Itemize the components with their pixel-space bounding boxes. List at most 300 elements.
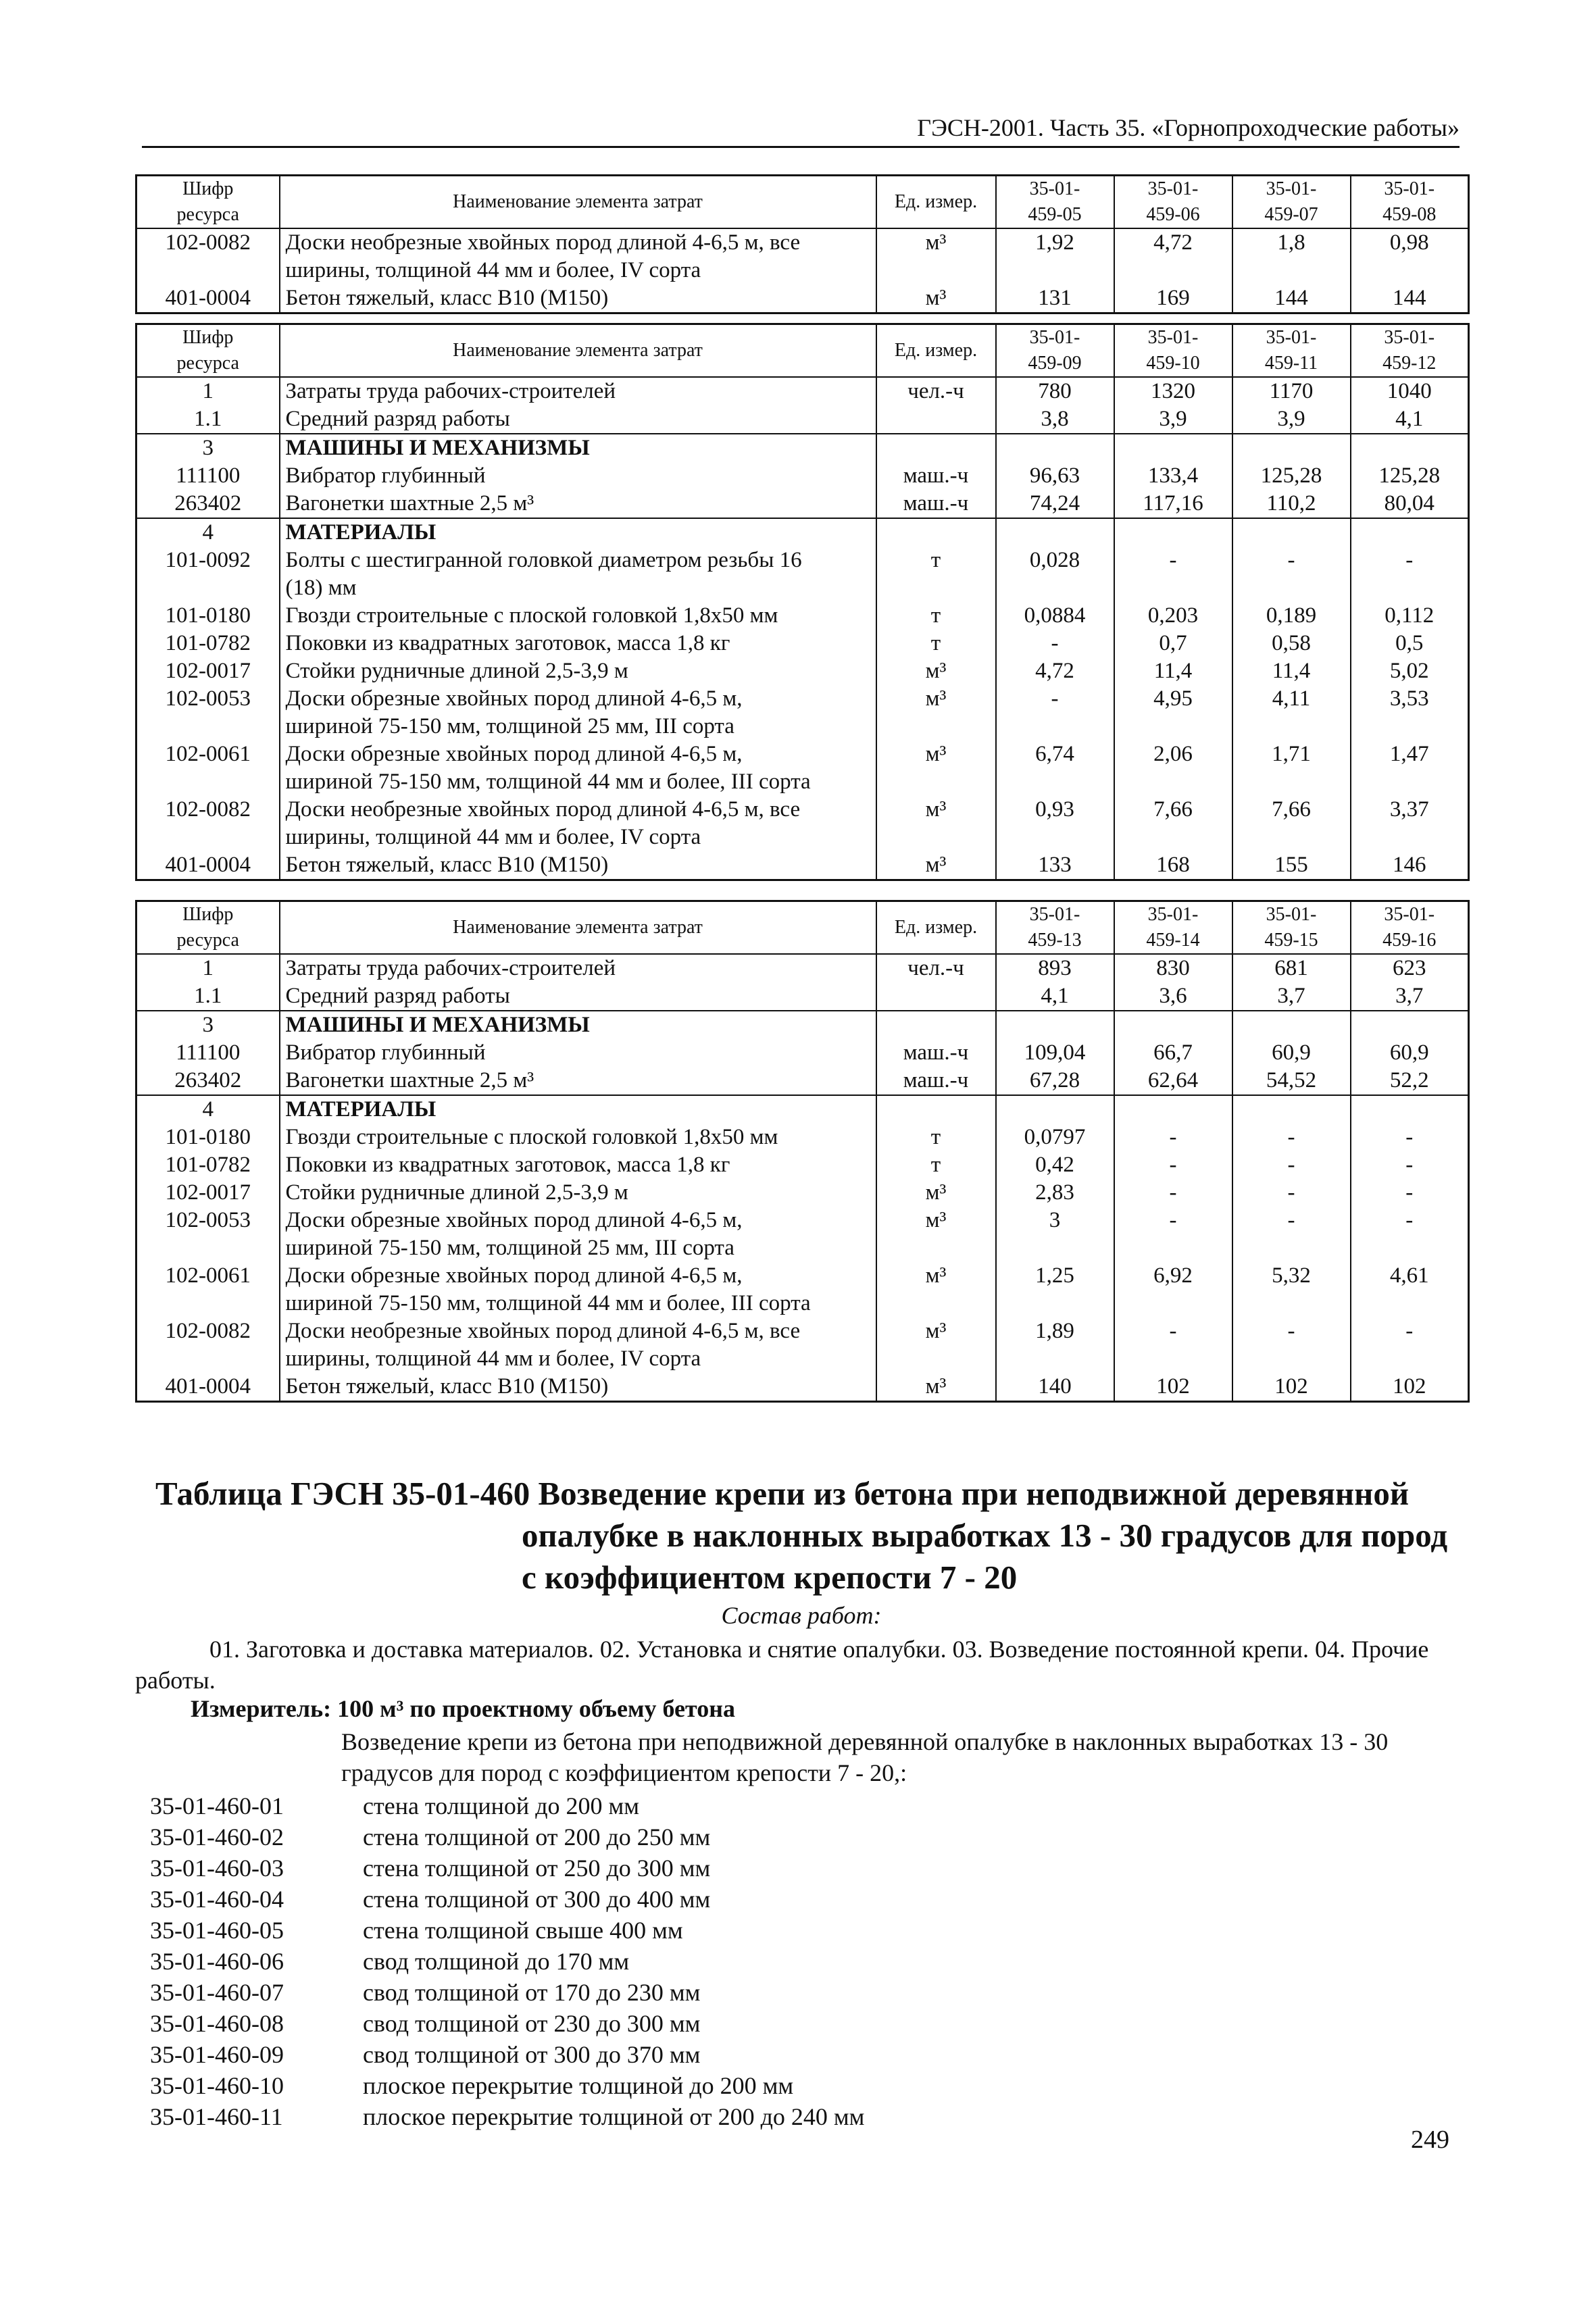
value-cell: - (1232, 1317, 1351, 1373)
section-title-line-3: с коэффициентом крепости 7 - 20 (522, 1559, 1018, 1596)
header-unit: Ед. измер. (876, 901, 996, 955)
value-cell: - (1232, 1179, 1351, 1207)
value-cell: - (1114, 1207, 1232, 1262)
list-item (150, 1915, 864, 1946)
resource-name (280, 1262, 876, 1317)
resource-name-line: шириной 75-150 мм, толщиной 44 мм и более, III сорта (285, 1291, 811, 1315)
unit-cell: т (876, 1124, 996, 1151)
meter-line: Измеритель: 100 м³ по проектному объему бетона (191, 1695, 735, 1722)
norm-text: стена толщиной от 200 до 250 мм (363, 1823, 711, 1851)
resource-name-line: Доски необрезные хвойных пород длиной 4-6,5 м, все (285, 797, 801, 822)
norm-code: 35-01-460-01 (150, 1792, 284, 1819)
value-cell: 4,61 (1351, 1262, 1469, 1317)
value-cell: 144 (1351, 284, 1469, 313)
resource-code: 263402 (136, 490, 280, 518)
norm-text: стена толщиной от 300 до 400 мм (363, 1886, 711, 1913)
value-cell: 5,32 (1232, 1262, 1351, 1317)
header-name: Наименование элемента затрат (280, 176, 876, 229)
table-row (136, 1095, 1469, 1124)
resource-name-line: шириной 75-150 мм, толщиной 25 мм, III сорта (285, 1236, 734, 1260)
value-cell: - (1114, 1179, 1232, 1207)
value-cell: - (1351, 1124, 1469, 1151)
value-cell: 54,52 (1232, 1067, 1351, 1095)
norm-text: стена толщиной от 250 до 300 мм (363, 1855, 711, 1882)
table-row (136, 1067, 1469, 1095)
resource-name (280, 1317, 876, 1373)
value-cell: 1,71 (1232, 740, 1351, 796)
value-cell: 52,2 (1351, 1067, 1469, 1095)
section-title (155, 1473, 1460, 1599)
header-norm-code-line: 35-01- (1147, 178, 1199, 199)
resource-table-459-05-08 (135, 174, 1470, 314)
resource-code: 101-0782 (136, 1151, 280, 1179)
resource-name-line: Затраты труда рабочих-строителей (285, 956, 616, 980)
header-code-line: ресурса (176, 353, 239, 374)
value-cell (1114, 518, 1232, 547)
value-cell (1114, 1011, 1232, 1039)
value-cell: 830 (1114, 954, 1232, 982)
value-cell: 96,63 (996, 462, 1114, 490)
table-row (136, 630, 1469, 657)
value-cell: 1,92 (996, 228, 1114, 284)
value-cell: - (1114, 547, 1232, 602)
header-name: Наименование элемента затрат (280, 901, 876, 955)
value-cell: 169 (1114, 284, 1232, 313)
header-norm-code-line: 459-07 (1264, 204, 1318, 225)
resource-code: 1 (136, 954, 280, 982)
value-cell: - (1351, 1207, 1469, 1262)
value-cell (996, 434, 1114, 462)
value-cell: 125,28 (1351, 462, 1469, 490)
unit-cell (876, 1011, 996, 1039)
resource-code: 4 (136, 518, 280, 547)
value-cell: 780 (996, 377, 1114, 405)
table-row (136, 490, 1469, 518)
value-cell (1351, 1011, 1469, 1039)
header-norm-code (996, 324, 1114, 378)
resource-name (280, 1067, 876, 1095)
list-item (150, 1884, 864, 1915)
resource-code: 1 (136, 377, 280, 405)
header-code-line: Шифр (182, 178, 234, 199)
resource-name-line: шириной 75-150 мм, толщиной 25 мм, III сорта (285, 714, 734, 738)
value-cell: 4,72 (1114, 228, 1232, 284)
composition-label: Состав работ: (721, 1602, 882, 1629)
value-cell: 168 (1114, 851, 1232, 880)
value-cell: - (1114, 1124, 1232, 1151)
value-cell: 0,58 (1232, 630, 1351, 657)
resource-name-line: Доски обрезные хвойных пород длиной 4-6,5 м, (285, 686, 743, 711)
value-cell: 1,89 (996, 1317, 1114, 1373)
unit-cell: м³ (876, 1179, 996, 1207)
unit-cell: м³ (876, 1373, 996, 1402)
resource-code: 101-0092 (136, 547, 280, 602)
value-cell: - (1351, 1317, 1469, 1373)
resource-name-line: Вагонетки шахтные 2,5 м³ (285, 1068, 534, 1092)
value-cell: - (1114, 1151, 1232, 1179)
value-cell: 155 (1232, 851, 1351, 880)
value-cell: 0,93 (996, 796, 1114, 851)
header-norm-code-line: 459-14 (1146, 930, 1200, 951)
resource-name (280, 1011, 876, 1039)
header-norm-code-line: 35-01- (1029, 904, 1080, 925)
resource-code: 102-0017 (136, 1179, 280, 1207)
norm-text: свод толщиной от 230 до 300 мм (363, 2010, 701, 2037)
resource-code: 102-0082 (136, 228, 280, 284)
resource-name (280, 377, 876, 405)
resource-name-line: Средний разряд работы (285, 984, 510, 1008)
value-cell: 4,1 (996, 982, 1114, 1011)
resource-name-line: Вибратор глубинный (285, 463, 486, 488)
value-cell: 2,83 (996, 1179, 1114, 1207)
list-item (150, 2008, 864, 2039)
resource-name-line: шириной 75-150 мм, толщиной 44 мм и более, III сорта (285, 770, 811, 794)
header-norm-code (1232, 901, 1351, 955)
value-cell: 893 (996, 954, 1114, 982)
value-cell: 7,66 (1114, 796, 1232, 851)
unit-cell: маш.-ч (876, 462, 996, 490)
table-row (136, 1179, 1469, 1207)
table-row (136, 1151, 1469, 1179)
resource-name-line: ширины, толщиной 44 мм и более, IV сорта (285, 1347, 701, 1371)
header-norm-code-line: 35-01- (1147, 904, 1199, 925)
header-norm-code-line: 35-01- (1384, 178, 1435, 199)
unit-cell: чел.-ч (876, 954, 996, 982)
norm-text: свод толщиной от 300 до 370 мм (363, 2041, 701, 2068)
header-norm-code (1351, 901, 1469, 955)
header-norm-code (996, 901, 1114, 955)
header-code-line: ресурса (176, 930, 239, 951)
table-row (136, 434, 1469, 462)
norm-code: 35-01-460-09 (150, 2041, 284, 2068)
value-cell (1232, 1095, 1351, 1124)
resource-name (280, 1373, 876, 1402)
value-cell: 3,8 (996, 405, 1114, 434)
header-code-line: Шифр (182, 904, 234, 925)
resource-code: 111100 (136, 462, 280, 490)
resource-name-line: МАТЕРИАЛЫ (285, 520, 437, 545)
table-row (136, 954, 1469, 982)
value-cell (1232, 1011, 1351, 1039)
value-cell: 125,28 (1232, 462, 1351, 490)
value-cell: - (1232, 1124, 1351, 1151)
value-cell: 3,53 (1351, 685, 1469, 740)
norm-code: 35-01-460-05 (150, 1917, 284, 1944)
value-cell (1351, 518, 1469, 547)
norm-code: 35-01-460-08 (150, 2010, 284, 2037)
resource-name-line: (18) мм (285, 576, 357, 600)
table-row (136, 1039, 1469, 1067)
section-title-line-2: опалубке в наклонных выработках 13 - 30 градусов для пород (522, 1517, 1448, 1554)
resource-name (280, 1179, 876, 1207)
table-row (136, 602, 1469, 630)
list-item (150, 2039, 864, 2070)
resource-name-line: Доски обрезные хвойных пород длиной 4-6,5 м, (285, 1263, 743, 1288)
value-cell: 3,6 (1114, 982, 1232, 1011)
norm-code: 35-01-460-07 (150, 1979, 284, 2006)
table-row (136, 796, 1469, 851)
resource-name (280, 490, 876, 518)
value-cell: 681 (1232, 954, 1351, 982)
resource-name (280, 1207, 876, 1262)
resource-code: 3 (136, 1011, 280, 1039)
value-cell: 5,02 (1351, 657, 1469, 685)
list-item (150, 1946, 864, 1977)
norm-code: 35-01-460-02 (150, 1823, 284, 1851)
resource-name (280, 462, 876, 490)
value-cell (996, 518, 1114, 547)
table-row (136, 1317, 1469, 1373)
value-cell (996, 1011, 1114, 1039)
value-cell: 11,4 (1114, 657, 1232, 685)
value-cell: 144 (1232, 284, 1351, 313)
value-cell: 0,42 (996, 1151, 1114, 1179)
value-cell: 0,5 (1351, 630, 1469, 657)
header-norm-code (1114, 324, 1232, 378)
table-row (136, 228, 1469, 284)
table-row (136, 405, 1469, 434)
resource-name-line: ширины, толщиной 44 мм и более, IV сорта (285, 258, 701, 282)
resource-name (280, 630, 876, 657)
value-cell: - (1351, 547, 1469, 602)
resource-code: 101-0180 (136, 602, 280, 630)
value-cell: 3 (996, 1207, 1114, 1262)
unit-cell (876, 982, 996, 1011)
value-cell: - (1232, 1207, 1351, 1262)
table-row (136, 1373, 1469, 1402)
value-cell: - (1351, 1151, 1469, 1179)
value-cell: 3,9 (1114, 405, 1232, 434)
value-cell: 1,8 (1232, 228, 1351, 284)
header-norm-code-line: 35-01- (1029, 327, 1080, 348)
header-norm-code (1232, 176, 1351, 229)
resource-name (280, 982, 876, 1011)
unit-cell: м³ (876, 685, 996, 740)
page-number: 249 (1411, 2126, 1449, 2154)
resource-name-line: Доски обрезные хвойных пород длиной 4-6,5 м, (285, 1208, 743, 1232)
value-cell: - (1232, 1151, 1351, 1179)
unit-cell: чел.-ч (876, 377, 996, 405)
value-cell: - (1351, 1179, 1469, 1207)
table-row (136, 377, 1469, 405)
header-norm-code-line: 35-01- (1384, 327, 1435, 348)
value-cell: 0,7 (1114, 630, 1232, 657)
resource-name (280, 954, 876, 982)
resource-name-line: Доски обрезные хвойных пород длиной 4-6,5 м, (285, 742, 743, 766)
unit-cell: м³ (876, 1317, 996, 1373)
table-row (136, 547, 1469, 602)
unit-cell: м³ (876, 1262, 996, 1317)
value-cell: 1170 (1232, 377, 1351, 405)
header-norm-code (1114, 176, 1232, 229)
table-row (136, 851, 1469, 880)
value-cell: 1,25 (996, 1262, 1114, 1317)
value-cell: 102 (1232, 1373, 1351, 1402)
norm-code: 35-01-460-10 (150, 2072, 284, 2099)
resource-name (280, 434, 876, 462)
value-cell: 6,92 (1114, 1262, 1232, 1317)
resource-name-line: Болты с шестигранной головкой диаметром резьбы 16 (285, 548, 802, 572)
header-norm-code-line: 459-16 (1382, 930, 1437, 951)
header-code-line: ресурса (176, 204, 239, 225)
norm-text: свод толщиной до 170 мм (363, 1948, 630, 1975)
resource-code: 1.1 (136, 982, 280, 1011)
unit-cell: т (876, 602, 996, 630)
norm-items-list (150, 1790, 864, 2132)
value-cell: 3,7 (1232, 982, 1351, 1011)
resource-code: 263402 (136, 1067, 280, 1095)
resource-name (280, 405, 876, 434)
value-cell: 1320 (1114, 377, 1232, 405)
value-cell (1351, 434, 1469, 462)
value-cell: 0,189 (1232, 602, 1351, 630)
header-norm-code-line: 35-01- (1147, 327, 1199, 348)
header-norm-code-line: 459-06 (1146, 204, 1200, 225)
resource-code: 101-0180 (136, 1124, 280, 1151)
list-item (150, 1853, 864, 1884)
value-cell: 4,72 (996, 657, 1114, 685)
value-cell: 133 (996, 851, 1114, 880)
header-norm-code (996, 176, 1114, 229)
resource-name (280, 1151, 876, 1179)
norm-code: 35-01-460-06 (150, 1948, 284, 1975)
resource-code: 102-0017 (136, 657, 280, 685)
list-item (150, 1821, 864, 1853)
resource-name (280, 602, 876, 630)
value-cell: 4,95 (1114, 685, 1232, 740)
value-cell (1232, 518, 1351, 547)
value-cell: 0,0797 (996, 1124, 1114, 1151)
value-cell: 102 (1114, 1373, 1232, 1402)
resource-code: 102-0053 (136, 1207, 280, 1262)
header-code (136, 324, 280, 378)
value-cell: 80,04 (1351, 490, 1469, 518)
table-row (136, 1207, 1469, 1262)
resource-code: 401-0004 (136, 284, 280, 313)
value-cell: 74,24 (996, 490, 1114, 518)
table-row (136, 462, 1469, 490)
norm-description: Возведение крепи из бетона при неподвижной деревянной опалубке в наклонных выработках 13 - 30 градусов для пород с коэффициентом крепости 7 - 20,: (341, 1728, 1389, 1786)
value-cell: 1,47 (1351, 740, 1469, 796)
header-norm-code-line: 35-01- (1029, 178, 1080, 199)
header-unit: Ед. измер. (876, 176, 996, 229)
value-cell: 3,7 (1351, 982, 1469, 1011)
value-cell: 0,028 (996, 547, 1114, 602)
resource-code: 102-0082 (136, 796, 280, 851)
list-item (150, 2070, 864, 2101)
header-norm-code-line: 459-09 (1028, 353, 1082, 374)
value-cell (1114, 434, 1232, 462)
norm-text: стена толщиной свыше 400 мм (363, 1917, 683, 1944)
unit-cell: м³ (876, 657, 996, 685)
header-name: Наименование элемента затрат (280, 324, 876, 378)
resource-name-line: Доски необрезные хвойных пород длиной 4-6,5 м, все (285, 1319, 801, 1343)
header-norm-code-line: 35-01- (1266, 178, 1317, 199)
norm-code: 35-01-460-03 (150, 1855, 284, 1882)
resource-name-line: Средний разряд работы (285, 407, 510, 431)
table-row (136, 740, 1469, 796)
header-norm-code-line: 35-01- (1266, 904, 1317, 925)
value-cell: 140 (996, 1373, 1114, 1402)
resource-name (280, 657, 876, 685)
header-norm-code (1232, 324, 1351, 378)
value-cell (1114, 1095, 1232, 1124)
resource-name-line: Гвозди строительные с плоской головкой 1,8х50 мм (285, 1125, 778, 1149)
value-cell: 62,64 (1114, 1067, 1232, 1095)
resource-code: 4 (136, 1095, 280, 1124)
running-header: ГЭСН-2001. Часть 35. «Горнопроходческие работы» (142, 114, 1460, 148)
resource-name-line: Стойки рудничные длиной 2,5-3,9 м (285, 659, 628, 683)
resource-name (280, 851, 876, 880)
value-cell: 110,2 (1232, 490, 1351, 518)
value-cell: 67,28 (996, 1067, 1114, 1095)
value-cell: 6,74 (996, 740, 1114, 796)
value-cell: 0,203 (1114, 602, 1232, 630)
value-cell (1232, 434, 1351, 462)
header-unit: Ед. измер. (876, 324, 996, 378)
header-norm-code-line: 459-12 (1382, 353, 1437, 374)
value-cell: - (1232, 547, 1351, 602)
resource-code: 401-0004 (136, 851, 280, 880)
unit-cell: т (876, 547, 996, 602)
resource-name-line: Гвозди строительные с плоской головкой 1,8х50 мм (285, 603, 778, 628)
norm-text: плоское перекрытие толщиной от 200 до 240 мм (363, 2103, 865, 2130)
list-item (150, 1977, 864, 2008)
value-cell: 109,04 (996, 1039, 1114, 1067)
value-cell: 0,98 (1351, 228, 1469, 284)
table-row (136, 1262, 1469, 1317)
header-code (136, 901, 280, 955)
header-code (136, 176, 280, 229)
unit-cell: м³ (876, 796, 996, 851)
header-norm-code-line: 459-05 (1028, 204, 1082, 225)
unit-cell: маш.-ч (876, 1067, 996, 1095)
header-code-line: Шифр (182, 327, 234, 348)
resource-code: 102-0082 (136, 1317, 280, 1373)
resource-name (280, 796, 876, 851)
resource-name-line: Затраты труда рабочих-строителей (285, 379, 616, 403)
value-cell: 4,1 (1351, 405, 1469, 434)
resource-code: 101-0782 (136, 630, 280, 657)
resource-name-line: Поковки из квадратных заготовок, масса 1,8 кг (285, 1153, 730, 1177)
value-cell: 60,9 (1351, 1039, 1469, 1067)
unit-cell: т (876, 630, 996, 657)
unit-cell (876, 1095, 996, 1124)
value-cell: - (996, 685, 1114, 740)
resource-name-line: МАТЕРИАЛЫ (285, 1097, 437, 1122)
header-norm-code-line: 35-01- (1266, 327, 1317, 348)
resource-name (280, 685, 876, 740)
unit-cell (876, 518, 996, 547)
resource-name (280, 284, 876, 313)
norm-text: плоское перекрытие толщиной до 200 мм (363, 2072, 794, 2099)
unit-cell: маш.-ч (876, 1039, 996, 1067)
unit-cell (876, 405, 996, 434)
resource-name (280, 518, 876, 547)
resource-name-line: Поковки из квадратных заготовок, масса 1,8 кг (285, 631, 730, 655)
unit-cell: м³ (876, 228, 996, 284)
resource-name (280, 1095, 876, 1124)
value-cell: 146 (1351, 851, 1469, 880)
list-item (150, 1790, 864, 1821)
unit-cell (876, 434, 996, 462)
unit-cell: маш.-ч (876, 490, 996, 518)
value-cell: 117,16 (1114, 490, 1232, 518)
norm-text: свод толщиной от 170 до 230 мм (363, 1979, 701, 2006)
resource-name-line: Бетон тяжелый, класс В10 (М150) (285, 853, 609, 877)
value-cell: 0,112 (1351, 602, 1469, 630)
header-norm-code-line: 459-13 (1028, 930, 1082, 951)
